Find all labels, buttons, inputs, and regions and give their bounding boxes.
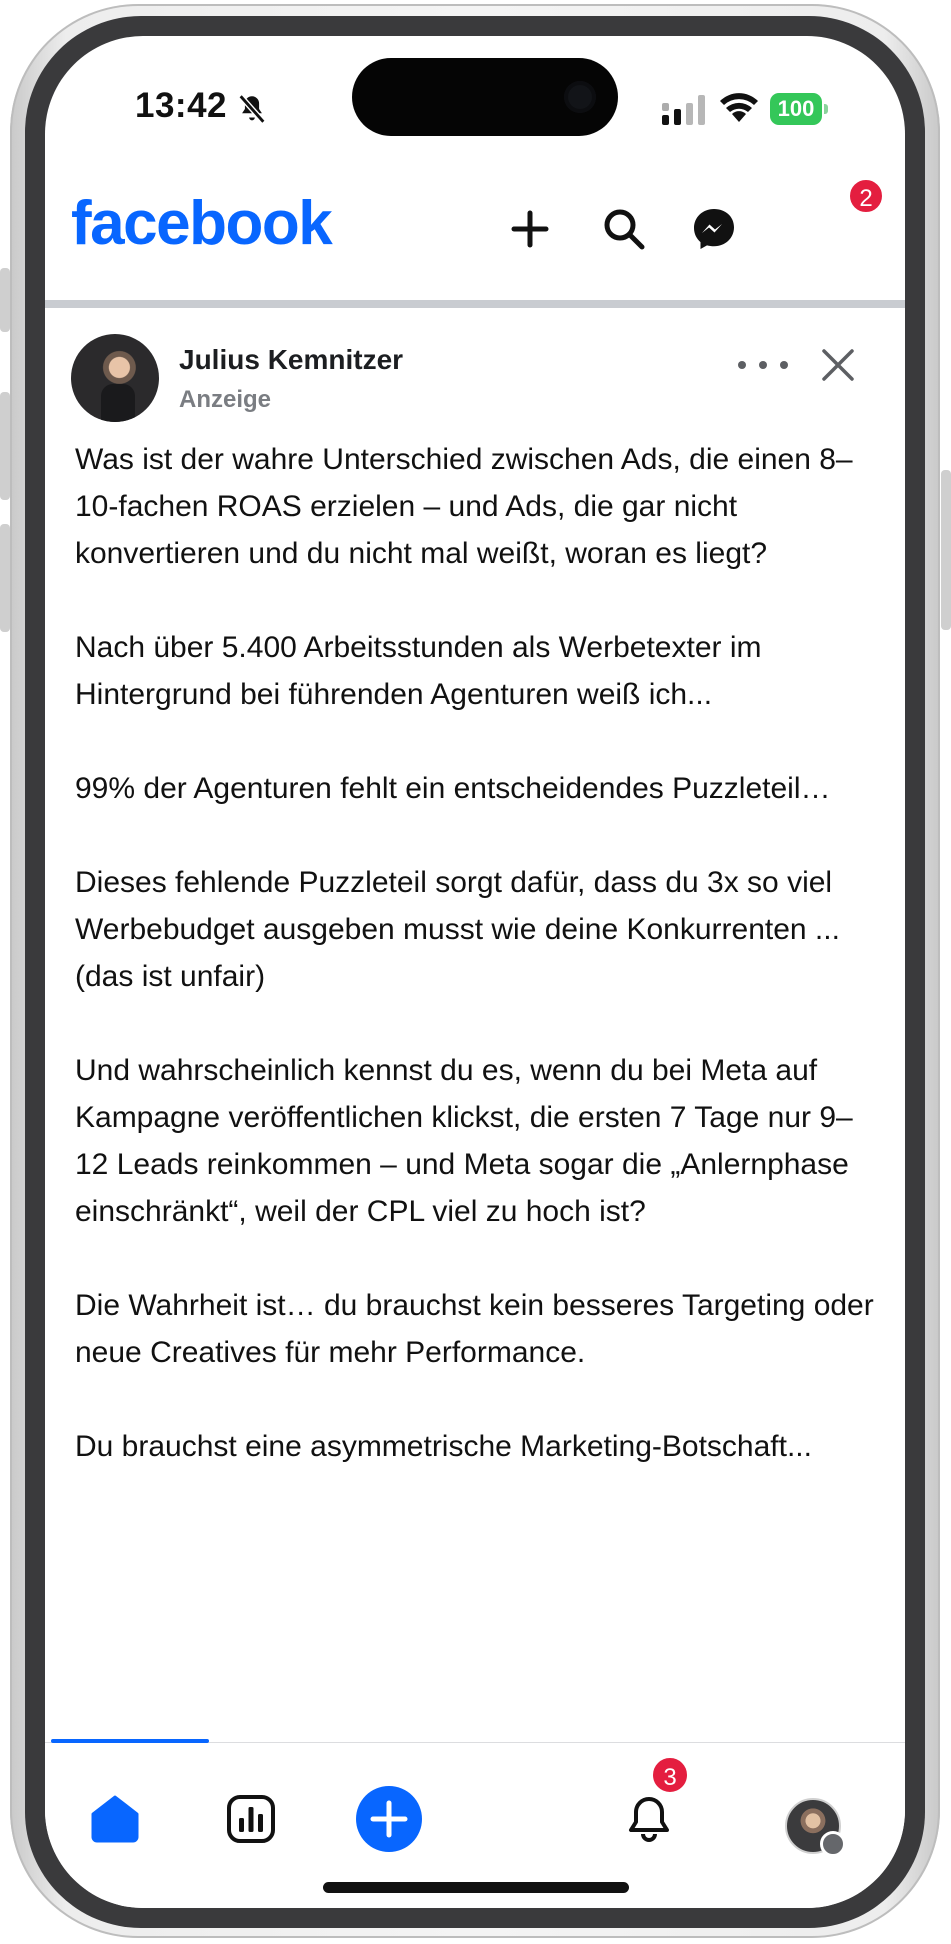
header-divider (45, 300, 905, 308)
nav-active-indicator (51, 1739, 209, 1743)
menu-icon[interactable] (820, 1831, 846, 1857)
more-dot (780, 361, 788, 369)
dynamic-island (352, 58, 618, 136)
cellular-signal-icon (662, 95, 706, 125)
nav-dashboard[interactable] (223, 1791, 279, 1847)
nav-create[interactable] (355, 1785, 423, 1853)
search-button[interactable] (599, 204, 649, 254)
author-avatar[interactable] (71, 334, 159, 422)
notifications-icon (624, 1794, 674, 1844)
home-icon (89, 1793, 141, 1845)
post-paragraph: 99% der Agenturen fehlt ein entscheidendes Puzzleteil… (75, 772, 831, 805)
status-time: 13:42 (135, 86, 228, 125)
dashboard-icon (226, 1794, 276, 1844)
power-button (941, 470, 951, 630)
post-paragraph: Was ist der wahre Unterschied zwischen Ads, die einen 8–10-fachen ROAS erzielen – und Ads, die gar nicht konvertieren und du nicht mal weißt, woran es liegt? (75, 443, 853, 570)
action-button (0, 268, 10, 332)
notifications-badge: 3 (650, 1755, 690, 1795)
search-icon (602, 207, 646, 251)
post-text[interactable] (75, 436, 880, 1517)
author-name[interactable]: Julius Kemnitzer (179, 344, 404, 375)
facebook-logo[interactable]: facebook (71, 189, 332, 258)
create-button[interactable] (505, 204, 555, 254)
post-paragraph: Dieses fehlende Puzzleteil sorgt dafür, dass du 3x so viel Werbebudget ausgeben musst wie deine Konkurrenten ... (das ist unfair) (75, 866, 840, 993)
battery-tip (824, 104, 828, 114)
post-paragraph: Du brauchst eine asymmetrische Marketing-Botschaft... (75, 1430, 812, 1463)
post-paragraph: Die Wahrheit ist… du brauchst kein besseres Targeting oder neue Creatives für mehr Performance. (75, 1289, 874, 1369)
close-icon[interactable] (815, 342, 861, 388)
nav-notifications[interactable] (621, 1791, 677, 1847)
phone-screen (45, 36, 905, 1908)
volume-up-button (0, 392, 10, 500)
post-paragraph: Nach über 5.400 Arbeitsstunden als Werbetexter im Hintergrund bei führenden Agenturen weiß ich... (75, 631, 762, 711)
nav-home[interactable] (87, 1791, 143, 1847)
volume-down-button (0, 524, 10, 632)
more-options-button[interactable] (738, 350, 788, 380)
messenger-icon (691, 206, 737, 252)
more-dot (738, 361, 746, 369)
messenger-badge: 2 (847, 177, 885, 215)
create-icon (356, 1786, 422, 1852)
post-paragraph: Und wahrscheinlich kennst du es, wenn du bei Meta auf Kampagne veröffentlichen klickst, die ersten 7 Tage nur 9–12 Leads reinkommen – und Meta sogar die „Anlernphase einschränkt“, weil der CPL viel zu hoch ist? (75, 1054, 853, 1228)
sponsored-label[interactable]: Anzeige (179, 386, 272, 413)
more-dot (759, 361, 767, 369)
messenger-button[interactable] (689, 204, 739, 254)
home-indicator[interactable] (323, 1882, 629, 1893)
battery-level: 100 (770, 93, 822, 125)
battery-indicator (770, 93, 830, 125)
bell-muted-icon (235, 92, 269, 126)
wifi-icon (718, 90, 760, 124)
plus-icon (510, 209, 550, 249)
front-camera (564, 81, 596, 113)
